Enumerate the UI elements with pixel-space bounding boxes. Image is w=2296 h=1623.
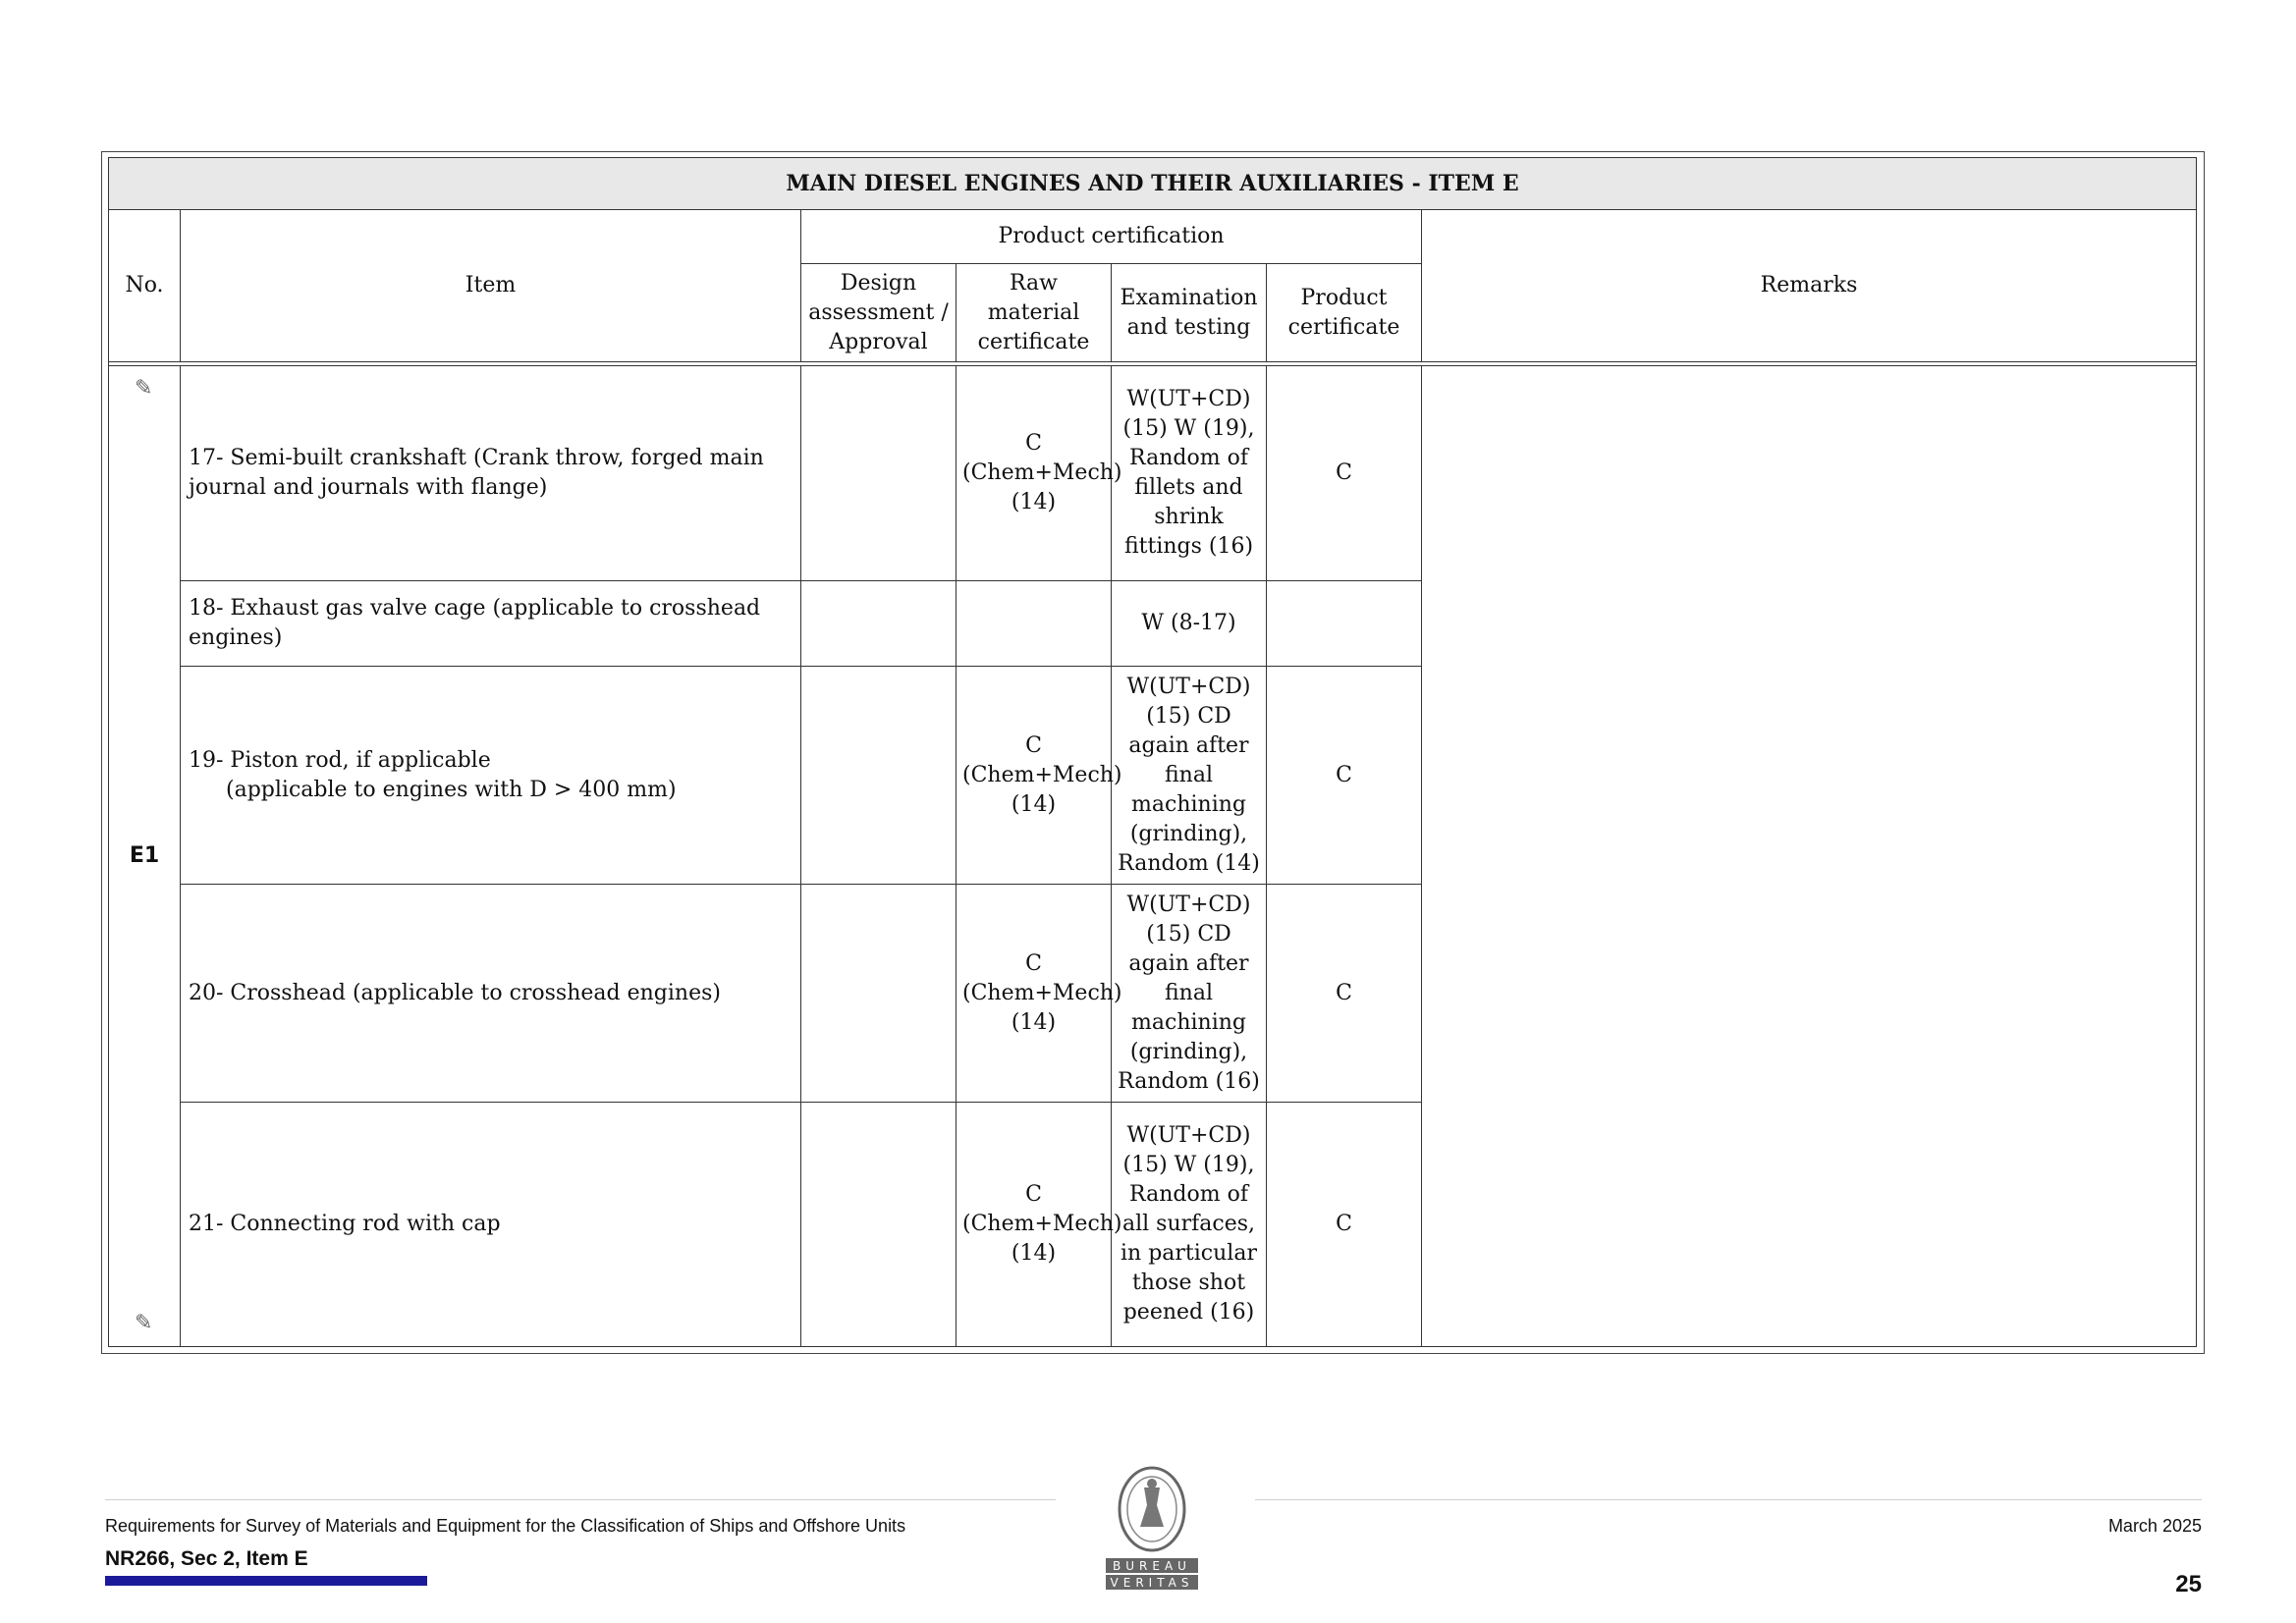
design-cell <box>801 667 957 885</box>
exam-cell: W(UT+CD) (15) CD again after final machining (grinding), Random (14) <box>1112 667 1267 885</box>
cert-cell: C <box>1267 667 1422 885</box>
footer-rule-right <box>1255 1499 2202 1500</box>
cert-cell <box>1267 581 1422 667</box>
item-cell: 17- Semi-built crankshaft (Crank throw, forged main journal and journals with flange) <box>181 366 801 581</box>
header-no: No. <box>109 210 181 362</box>
bureau-veritas-logo-icon <box>1100 1466 1204 1592</box>
header-raw: Raw material certificate <box>957 264 1112 362</box>
footer-rule-left <box>105 1499 1056 1500</box>
raw-cell <box>957 581 1112 667</box>
header-cert: Product certificate <box>1267 264 1422 362</box>
exam-cell: W(UT+CD) (15) W (19), Random of all surfaces, in particular those shot peened (16) <box>1112 1103 1267 1347</box>
logo-text-veritas: VERITAS <box>1110 1576 1194 1590</box>
item-cell <box>181 667 801 885</box>
footer-doc-title: Requirements for Survey of Materials and Equipment for the Classification of Ships and Offshore Units <box>105 1516 906 1536</box>
item-cell: 18- Exhaust gas valve cage (applicable to crosshead engines) <box>181 581 801 667</box>
item-cell: 20- Crosshead (applicable to crosshead engines) <box>181 885 801 1103</box>
design-cell <box>801 1103 957 1347</box>
table-title: MAIN DIESEL ENGINES AND THEIR AUXILIARIES - ITEM E <box>109 158 2197 210</box>
header-remarks: Remarks <box>1422 210 2197 362</box>
logo-text-bureau: BUREAU <box>1113 1559 1191 1573</box>
exam-cell: W(UT+CD) (15) W (19), Random of fillets and shrink fittings (16) <box>1112 366 1267 581</box>
remarks-cell <box>1422 366 2197 1347</box>
header-design: Design assessment / Approval <box>801 264 957 362</box>
footer-accent-bar <box>105 1576 427 1586</box>
exam-cell: W (8-17) <box>1112 581 1267 667</box>
item-subtext: (applicable to engines with D > 400 mm) <box>226 777 677 802</box>
raw-cell: C (Chem+Mech) (14) <box>957 885 1112 1103</box>
design-cell <box>801 885 957 1103</box>
header-item: Item <box>181 210 801 362</box>
item-cell: 21- Connecting rod with cap <box>181 1103 801 1347</box>
footer-doc-ref: NR266, Sec 2, Item E <box>105 1547 308 1570</box>
design-cell <box>801 581 957 667</box>
group-number: E1 <box>129 843 160 868</box>
cert-cell: C <box>1267 1103 1422 1347</box>
page-number: 25 <box>2175 1571 2202 1597</box>
raw-cell: C (Chem+Mech) (14) <box>957 366 1112 581</box>
requirements-table <box>108 157 2197 1347</box>
exam-cell: W(UT+CD) (15) CD again after final machining (grinding), Random (16) <box>1112 885 1267 1103</box>
cert-cell: C <box>1267 885 1422 1103</box>
header-product-certification: Product certification <box>801 210 1422 264</box>
footer-date: March 2025 <box>2107 1516 2202 1536</box>
item-text: 19- Piston rod, if applicable <box>189 747 491 773</box>
revision-mark-icon: ✎ <box>135 1311 153 1335</box>
table-row <box>109 366 2197 581</box>
group-number-cell <box>109 366 181 1347</box>
design-cell <box>801 366 957 581</box>
raw-cell: C (Chem+Mech) (14) <box>957 1103 1112 1347</box>
header-exam: Examination and testing <box>1112 264 1267 362</box>
raw-cell: C (Chem+Mech) (14) <box>957 667 1112 885</box>
cert-cell: C <box>1267 366 1422 581</box>
revision-mark-icon: ✎ <box>135 376 153 401</box>
